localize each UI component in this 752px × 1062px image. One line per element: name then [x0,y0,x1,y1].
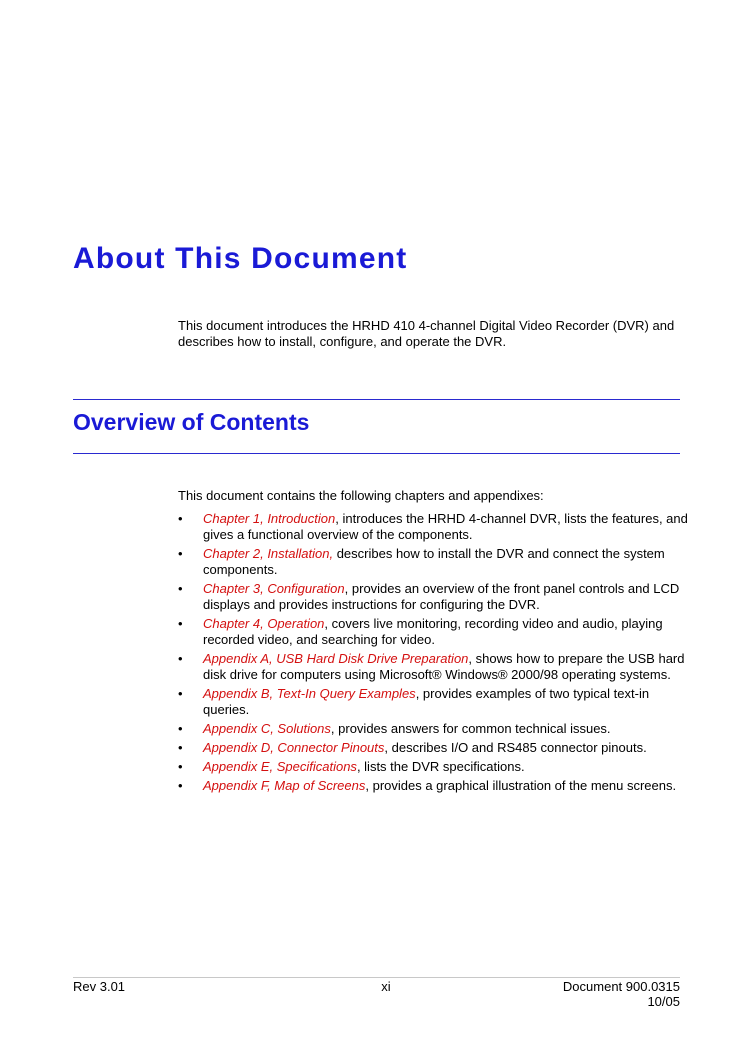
list-item [178,778,688,794]
appendix-link[interactable]: Appendix B, Text-In Query Examples [203,686,416,701]
appendix-description: , provides examples of two typical text-in queries. [203,686,650,717]
list-item [178,511,688,543]
appendix-link[interactable]: Appendix C, Solutions [203,721,331,736]
appendix-description: , provides a graphical illustration of the menu screens. [365,778,677,793]
list-item [178,686,688,718]
list-item [178,581,688,613]
bullet-icon: • [178,581,183,596]
contents-lead: This document contains the following chapters and appendixes: [178,488,544,503]
bullet-icon: • [178,511,183,526]
chapter-link[interactable]: Chapter 1, Introduction [203,511,336,526]
chapter-list [178,511,688,797]
section-divider-top [73,399,680,400]
chapter-link[interactable]: Chapter 3, Configuration [203,581,345,596]
bullet-icon: • [178,759,183,774]
appendix-link[interactable]: Appendix A, USB Hard Disk Drive Preparation [203,651,469,666]
footer-revision: Rev 3.01 [73,979,126,994]
chapter-description: , provides an overview of the front panel controls and LCD displays and provides instructions for configuring the DVR. [203,581,680,612]
appendix-link[interactable]: Appendix D, Connector Pinouts [203,740,385,755]
chapter-description: , introduces the HRHD 4-channel DVR, lists the features, and gives a functional overview of the components. [203,511,688,542]
bullet-icon: • [178,546,183,561]
bullet-icon: • [178,616,183,631]
bullet-icon: • [178,778,183,793]
list-item [178,546,688,578]
appendix-description: , provides answers for common technical issues. [330,721,611,736]
list-item [178,651,688,683]
section-divider-bottom [73,453,680,454]
footer-page-number: xi [381,979,391,994]
appendix-link[interactable]: Appendix E, Specifications [203,759,357,774]
appendix-description: , lists the DVR specifications. [356,759,525,774]
list-item [178,759,688,775]
chapter-link[interactable]: Chapter 4, Operation [203,616,325,631]
page-title: About This Document [73,242,408,275]
appendix-description: , describes I/O and RS485 connector pinouts. [384,740,647,755]
bullet-icon: • [178,721,183,736]
intro-paragraph: This document introduces the HRHD 410 4-channel Digital Video Recorder (DVR) and describes how to install, configure, and operate the DVR. [178,318,675,349]
footer-divider [73,977,680,978]
chapter-description: , covers live monitoring, recording video and audio, playing recorded video, and searching for video. [203,616,663,647]
footer-document-number: Document 900.0315 [562,979,680,994]
section-heading: Overview of Contents [73,409,310,435]
bullet-icon: • [178,686,183,701]
bullet-icon: • [178,740,183,755]
chapter-link[interactable]: Chapter 2, Installation, [203,546,334,561]
footer-document-info [563,979,680,1009]
appendix-description: , shows how to prepare the USB hard disk drive for computers using Microsoft® Windows® 2000/98 operating systems. [203,651,685,682]
footer-date: 10/05 [647,994,680,1009]
bullet-icon: • [178,651,183,666]
list-item [178,616,688,648]
appendix-link[interactable]: Appendix F, Map of Screens [203,778,366,793]
chapter-description: describes how to install the DVR and connect the system components. [203,546,665,577]
list-item [178,740,688,756]
list-item [178,721,688,737]
